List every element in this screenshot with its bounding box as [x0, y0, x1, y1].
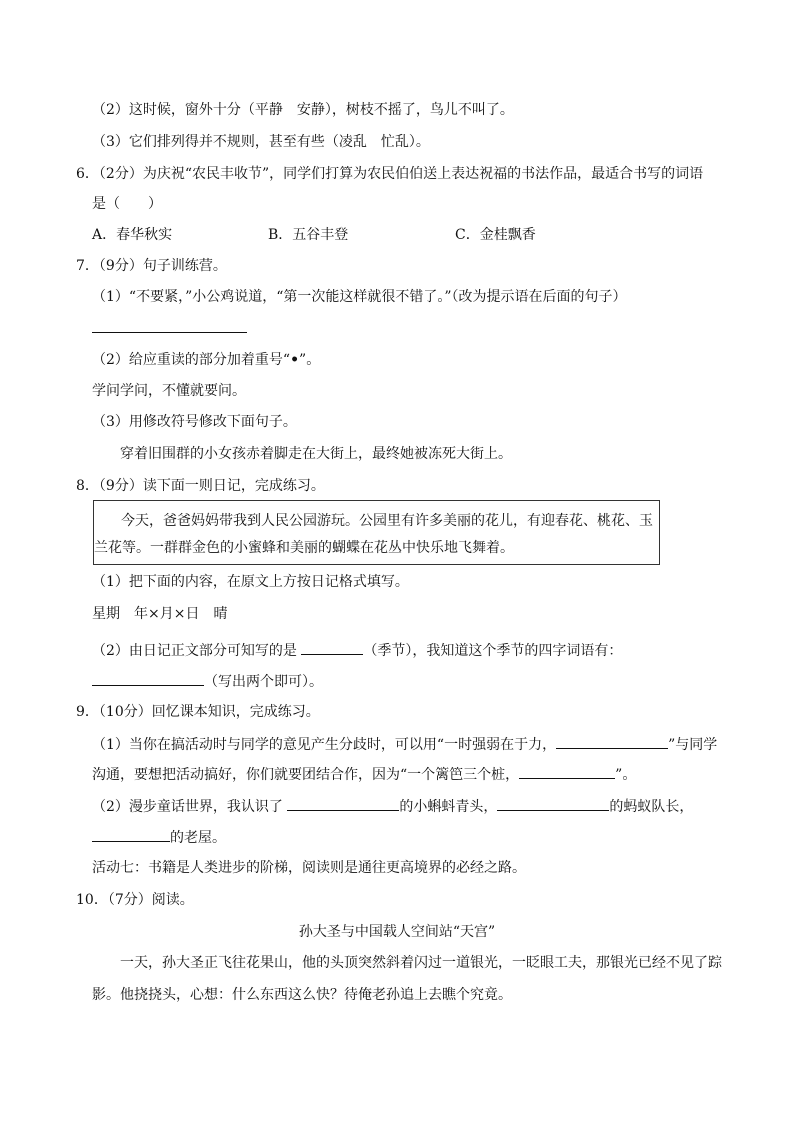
- q9-item-1-line-2: [92, 764, 636, 785]
- q6-option-c: C．金桂飘香: [455, 227, 536, 243]
- q10-stem: 10．（7分）阅读。: [76, 892, 194, 908]
- answer-blank[interactable]: [519, 764, 615, 779]
- q9-item-1: [92, 734, 717, 755]
- answer-blank[interactable]: [301, 640, 363, 655]
- story-paragraph-line-1: 一天，孙大圣正飞往花果山，他的头顶突然斜着闪过一道银光，一眨眼工夫，那银光已经不见了踪: [120, 955, 722, 971]
- q7-item-2-sentence: 学问学问，不懂就要问。: [92, 383, 246, 399]
- q5-item-3: （3）它们排列得并不规则，甚至有些（凌乱 忙乱）。: [92, 134, 430, 150]
- q9-item-1-text-2-end: ”。: [615, 767, 637, 783]
- q8-item-2-line-2: [92, 671, 323, 692]
- diary-line-1: 今天，爸爸妈妈带我到人民公园游玩。公园里有许多美丽的花儿，有迎春花、桃花、玉: [121, 513, 653, 529]
- q9-item-2-text: （2）漫步童话世界，我认识了: [92, 799, 283, 815]
- q6-option-b: B．五谷丰登: [268, 227, 349, 243]
- answer-blank[interactable]: [497, 796, 609, 811]
- q7-item-1: （1）“不要紧，”小公鸡说道，“第一次能这样就很不错了。”（改为提示语在后面的句子）: [92, 289, 627, 305]
- q7-item-3-sentence: 穿着旧围群的小女孩赤着脚走在大街上，最终她被冻死大街上。: [120, 446, 512, 462]
- q8-item-2-hint: （写出两个即可）。: [204, 674, 323, 690]
- diary-box: [93, 500, 660, 565]
- q8-item-2-text-cont: （季节），我知道这个季节的四字词语有：: [363, 643, 623, 659]
- answer-blank[interactable]: [92, 671, 204, 686]
- q9-item-2-text-2: 的老屋。: [170, 830, 226, 846]
- q9-item-2: [92, 796, 693, 817]
- q8-stem: 8．（9分）读下面一则日记，完成练习。: [76, 478, 325, 494]
- q9-stem: 9．（10分）回忆课本知识，完成练习。: [76, 704, 320, 720]
- q7-item-2-text: （2）给应重读的部分加着重号“: [92, 352, 291, 368]
- q9-item-1-text-end: ”与同学: [668, 737, 718, 753]
- answer-blank[interactable]: [92, 318, 247, 333]
- story-paragraph-line-2: 影。他挠挠头，心想：什么东西这么快？待俺老孙追上去瞧个究竟。: [92, 987, 512, 1003]
- q8-item-1-date: 星期 年×月×日 晴: [92, 606, 228, 622]
- q7-answer-line: [92, 318, 247, 339]
- q6-option-a: A．春华秋实: [92, 227, 173, 243]
- q9-item-2-text-end: 的蚂蚁队长，: [609, 799, 694, 815]
- q6-stem: 6．（2分）为庆祝“农民丰收节”，同学们打算为农民伯伯送上表达祝福的书法作品，最适合书写的词语: [76, 166, 704, 182]
- diary-line-2: 兰花等。一群群金色的小蜜蜂和美丽的蝴蝶在花丛中快乐地飞舞着。: [94, 540, 514, 556]
- story-title: 孙大圣与中国载人空间站“天宫”: [298, 924, 496, 940]
- q5-item-2: （2）这时候，窗外十分（平静 安静），树枝不摇了，鸟儿不叫了。: [92, 102, 514, 118]
- q9-item-1-text: （1）当你在搞活动时与同学的意见产生分歧时，可以用“一时强弱在于力，: [92, 737, 557, 753]
- q8-item-1: （1）把下面的内容，在原文上方按日记格式填写。: [92, 574, 409, 590]
- q9-item-1-text-2: 沟通，要想把活动搞好，你们就要团结合作，因为“一个篱笆三个桩，: [92, 767, 520, 783]
- q8-item-2-text: （2）由日记正文部分可知写的是: [92, 643, 297, 659]
- q7-item-3: （3）用修改符号修改下面句子。: [92, 414, 297, 430]
- q9-item-2-line-2: [92, 827, 226, 848]
- answer-blank[interactable]: [556, 734, 668, 749]
- activity-seven: 活动七：书籍是人类进步的阶梯，阅读则是通往更高境界的必经之路。: [92, 860, 526, 876]
- q7-item-2-text-end: ”。: [299, 352, 321, 368]
- q6-stem-cont: 是（ ）: [92, 196, 162, 212]
- q7-stem: 7．（9分）句子训练营。: [76, 258, 227, 274]
- q9-item-2-text-mid: 的小蝌蚪青头，: [399, 799, 498, 815]
- answer-blank[interactable]: [92, 827, 170, 842]
- emphasis-dot-symbol: •: [290, 352, 300, 368]
- q7-item-2: [92, 350, 320, 370]
- q8-item-2: [92, 640, 622, 661]
- answer-blank[interactable]: [287, 796, 399, 811]
